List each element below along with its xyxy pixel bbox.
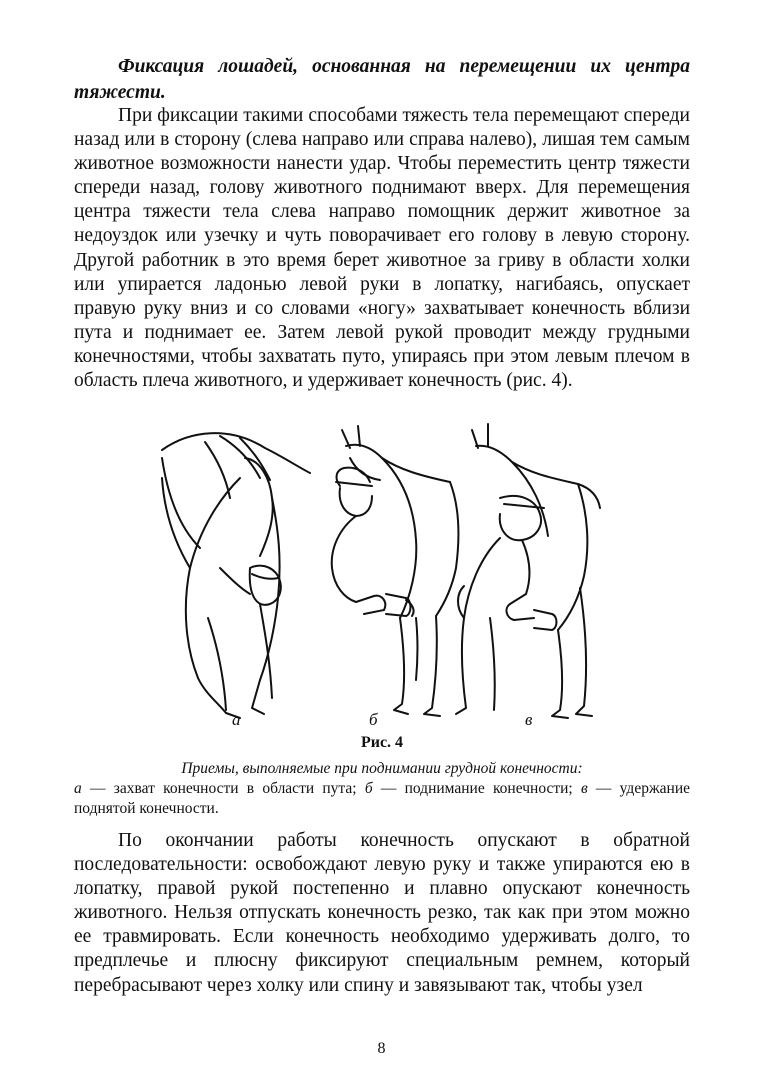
caption-letter-b: б <box>364 780 373 797</box>
panel-a-drawing <box>162 433 310 718</box>
panel-label-c: в <box>525 710 533 729</box>
page-number: 8 <box>377 1040 386 1057</box>
section-heading: Фиксация лошадей, основанная на перемещении их центра тяжести. <box>74 56 690 103</box>
panel-label-b: б <box>369 710 378 729</box>
caption-text-a: — захват конечности в области пута; <box>81 780 365 797</box>
horse-handling-drawing <box>160 418 610 730</box>
figure-4-illustration <box>160 418 610 730</box>
panel-b-drawing <box>332 426 459 716</box>
caption-text-c: — удержание поднятой конечности. <box>74 780 691 817</box>
panel-c-drawing <box>456 424 600 718</box>
figure-caption-lead: Приемы, выполняемые при поднимании грудной конечности: <box>181 760 583 777</box>
paragraph-2: По окончании работы конечность опускают в обратной последовательности: освобождают левую руку и также упираются ею в лопатку, правой рукой постепенно и плавно опускают конечность животного. Нельзя отпускать конечность резко, так как при этом можно ее травмировать. Если конечность необходимо удерживать долго, то предплечье и плюсну фиксируют специальным ремнем, который перебрасывают через холку или спину и завязывают так, чтобы узел <box>74 830 690 996</box>
panel-label-a: а <box>232 710 241 729</box>
paragraph-1: При фиксации такими способами тяжесть тела перемещают спереди назад или в сторону (слева направо или справа налево), лишая тем самым животное возможности нанести удар. Чтобы переместить центр тяжести спереди назад, голову животного поднимают вверх. Для перемещения центра тяжести тела слева направо помощник держит животное за недоуздок или узечку и чуть поворачивает его голову в левую сторону. Другой работник в это время берет животное за гриву в области холки или упирается ладонью левой руки в лопатку, нагибаясь, опускает правую руку вниз и со словами «ногу» захватывает конечность вблизи пута и поднимает ее. Затем левой рукой проводит между грудными конечностями, чтобы захватать путо, упираясь при этом левым плечом в область плеча животного, и удерживает конечность (рис. 4). <box>74 105 690 392</box>
figure-title: Рис. 4 <box>360 734 404 751</box>
caption-letter-a: а <box>74 780 82 797</box>
caption-text-b: — поднимание конечности; <box>372 780 581 797</box>
figure-caption-items <box>74 779 690 819</box>
caption-letter-c: в <box>580 780 588 797</box>
